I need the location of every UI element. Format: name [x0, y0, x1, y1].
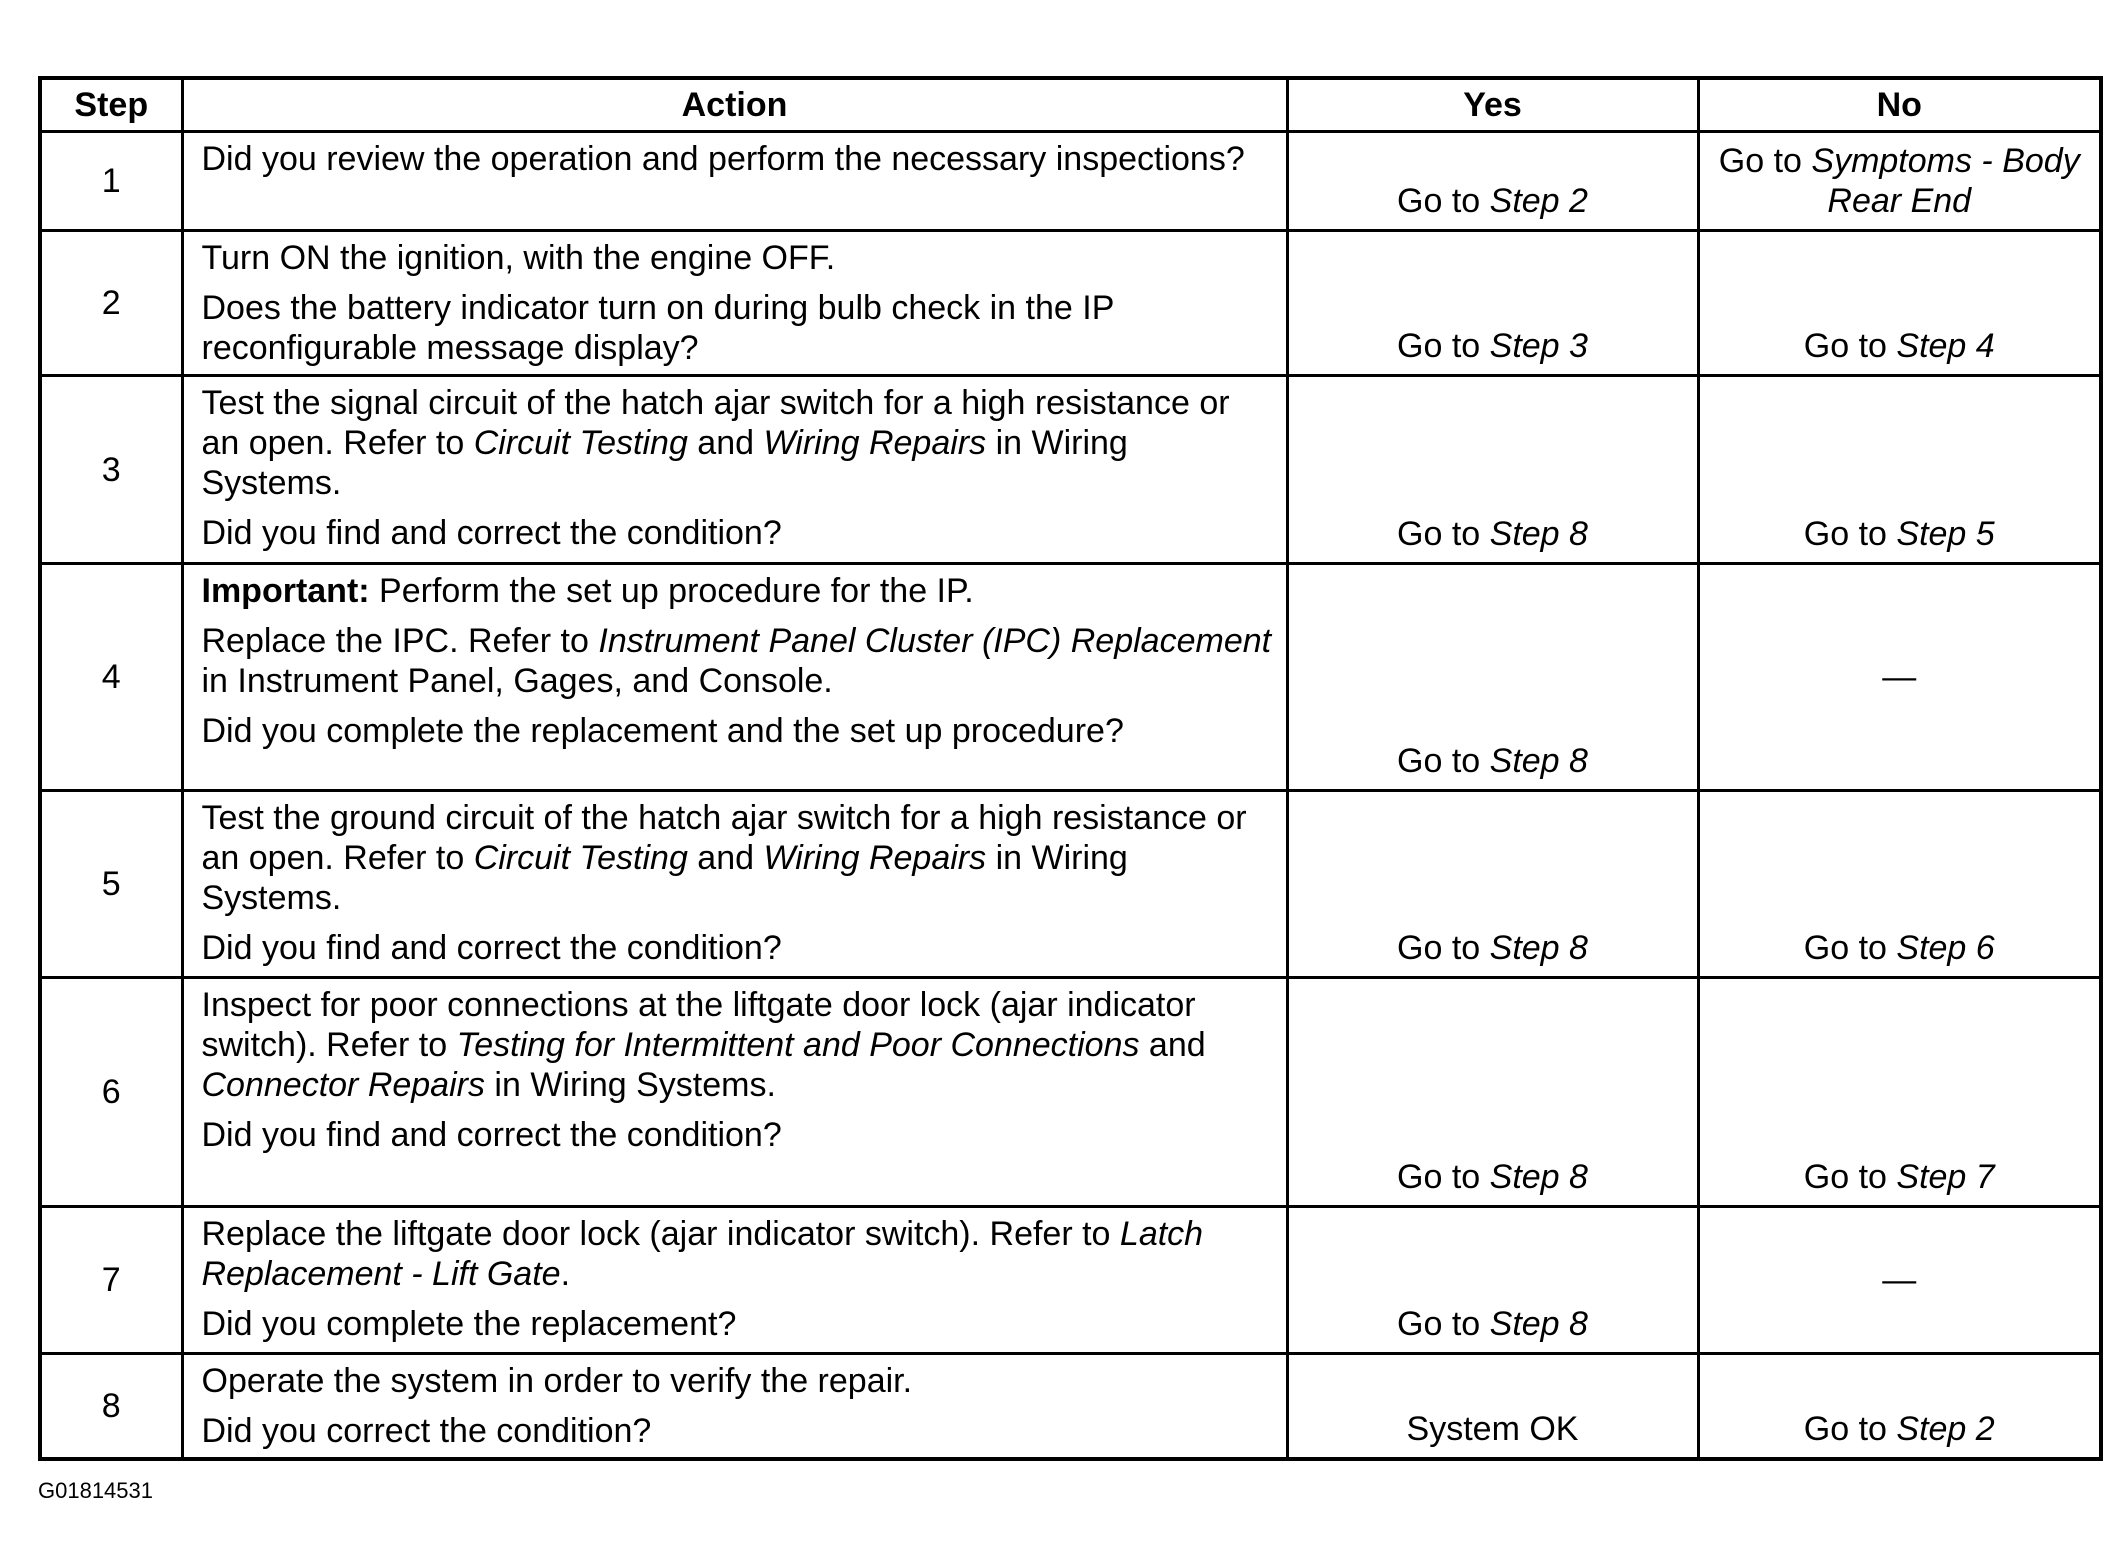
step-number: 5	[40, 791, 182, 978]
no-step-link[interactable]: Step 7	[1896, 1158, 1995, 1196]
no-cell	[1698, 978, 2101, 1207]
table-row	[40, 231, 2101, 376]
important-label: Important:	[201, 572, 370, 610]
action-cell	[182, 791, 1287, 978]
table-row	[40, 376, 2101, 564]
connector-repairs-link[interactable]: Connector Repairs	[201, 1066, 485, 1104]
no-cell	[1698, 1354, 2101, 1460]
no-cell	[1698, 1207, 2101, 1354]
action-cell	[182, 1354, 1287, 1460]
yes-prefix: Go to	[1397, 182, 1490, 220]
no-cell	[1698, 132, 2101, 231]
no-step-link[interactable]: Step 6	[1896, 929, 1995, 967]
action-cell	[182, 231, 1287, 376]
action-cell	[182, 1207, 1287, 1354]
diagnostic-table	[38, 76, 2103, 1461]
no-cell	[1698, 231, 2101, 376]
header-yes: Yes	[1287, 78, 1698, 132]
yes-cell	[1287, 376, 1698, 564]
yes-cell	[1287, 564, 1698, 791]
action-text: Replace the liftgate door lock (ajar indicator switch). Refer to Latch Replacement - Lift Gate.	[201, 1215, 1204, 1293]
yes-prefix: Go to	[1397, 327, 1490, 365]
action-cell	[182, 978, 1287, 1207]
intermittent-testing-link[interactable]: Testing for Intermittent and Poor Connections	[456, 1026, 1140, 1064]
action-text: Turn ON the ignition, with the engine OFF.	[201, 239, 836, 277]
yes-prefix: Go to	[1397, 515, 1490, 553]
step-number: 4	[40, 564, 182, 791]
yes-step-link[interactable]: Step 2	[1489, 182, 1588, 220]
table-row	[40, 1354, 2101, 1460]
step-number: 7	[40, 1207, 182, 1354]
table-row	[40, 791, 2101, 978]
action-question: Did you correct the condition?	[201, 1412, 652, 1450]
no-prefix: Go to	[1718, 142, 1812, 180]
action-cell	[182, 564, 1287, 791]
no-symptoms-link[interactable]: Symptoms - Body Rear End	[1811, 142, 2080, 220]
yes-cell	[1287, 978, 1698, 1207]
action-text: Inspect for poor connections at the liftgate door lock (ajar indicator switch). Refer to Testing for Intermittent and Poor Connections and Connector Repairs in Wiring Systems.	[201, 986, 1206, 1104]
yes-step-link[interactable]: Step 8	[1489, 742, 1588, 780]
action-text: Test the signal circuit of the hatch ajar switch for a high resistance or an open. Refer to Circuit Testing and Wiring Repairs in Wiring Systems.	[201, 384, 1230, 502]
action-question: Did you complete the replacement?	[201, 1305, 737, 1343]
no-prefix: Go to	[1803, 1410, 1897, 1448]
yes-step-link[interactable]: Step 8	[1489, 1158, 1588, 1196]
circuit-testing-link[interactable]: Circuit Testing	[473, 839, 688, 877]
yes-cell	[1287, 231, 1698, 376]
action-cell	[182, 132, 1287, 231]
no-prefix: Go to	[1803, 929, 1897, 967]
action-question: Does the battery indicator turn on during bulb check in the IP reconfigurable message display?	[201, 289, 1114, 367]
action-question: Did you find and correct the condition?	[201, 514, 782, 552]
header-no: No	[1698, 78, 2101, 132]
step-number: 1	[40, 132, 182, 231]
yes-prefix: Go to	[1397, 1305, 1490, 1343]
yes-step-link[interactable]: Step 3	[1489, 327, 1588, 365]
yes-step-link[interactable]: Step 8	[1489, 929, 1588, 967]
step-number: 3	[40, 376, 182, 564]
header-action: Action	[182, 78, 1287, 132]
yes-cell	[1287, 791, 1698, 978]
step-number: 8	[40, 1354, 182, 1460]
action-question: Did you find and correct the condition?	[201, 1116, 782, 1154]
no-prefix: Go to	[1803, 327, 1897, 365]
table-header-row	[40, 78, 2101, 132]
ipc-replacement-link[interactable]: Instrument Panel Cluster (IPC) Replacement	[598, 622, 1272, 660]
step-number: 6	[40, 978, 182, 1207]
yes-step-link[interactable]: Step 8	[1489, 515, 1588, 553]
system-ok-text: System OK	[1406, 1410, 1579, 1448]
no-cell	[1698, 376, 2101, 564]
no-step-link[interactable]: Step 2	[1896, 1410, 1995, 1448]
no-dash: —	[1882, 658, 1917, 696]
no-step-link[interactable]: Step 5	[1896, 515, 1995, 553]
step-number: 2	[40, 231, 182, 376]
important-note: Important: Perform the set up procedure for the IP.	[201, 572, 974, 610]
action-text: Replace the IPC. Refer to Instrument Panel Cluster (IPC) Replacement in Instrument Panel, Gages, and Console.	[201, 622, 1272, 700]
yes-prefix: Go to	[1397, 742, 1490, 780]
no-dash: —	[1882, 1261, 1917, 1299]
table-row	[40, 978, 2101, 1207]
no-cell	[1698, 564, 2101, 791]
no-step-link[interactable]: Step 4	[1896, 327, 1995, 365]
figure-id: G01814531	[38, 1478, 153, 1503]
yes-cell	[1287, 1354, 1698, 1460]
action-question: Did you find and correct the condition?	[201, 929, 782, 967]
no-prefix: Go to	[1803, 1158, 1897, 1196]
table-row	[40, 1207, 2101, 1354]
no-cell	[1698, 791, 2101, 978]
action-question: Did you complete the replacement and the set up procedure?	[201, 712, 1124, 750]
table-row	[40, 132, 2101, 231]
latch-replacement-link[interactable]: Latch Replacement - Lift Gate	[201, 1215, 1204, 1293]
yes-cell	[1287, 1207, 1698, 1354]
header-step: Step	[40, 78, 182, 132]
wiring-repairs-link[interactable]: Wiring Repairs	[763, 424, 987, 462]
table-row	[40, 564, 2101, 791]
yes-cell	[1287, 132, 1698, 231]
action-cell	[182, 376, 1287, 564]
wiring-repairs-link[interactable]: Wiring Repairs	[763, 839, 987, 877]
yes-prefix: Go to	[1397, 1158, 1490, 1196]
yes-step-link[interactable]: Step 8	[1489, 1305, 1588, 1343]
action-text: Did you review the operation and perform the necessary inspections?	[201, 140, 1245, 178]
no-prefix: Go to	[1803, 515, 1897, 553]
circuit-testing-link[interactable]: Circuit Testing	[473, 424, 688, 462]
action-text: Operate the system in order to verify the repair.	[201, 1362, 913, 1400]
yes-prefix: Go to	[1397, 929, 1490, 967]
action-text: Test the ground circuit of the hatch ajar switch for a high resistance or an open. Refer to Circuit Testing and Wiring Repairs in Wiring Systems.	[201, 799, 1247, 917]
